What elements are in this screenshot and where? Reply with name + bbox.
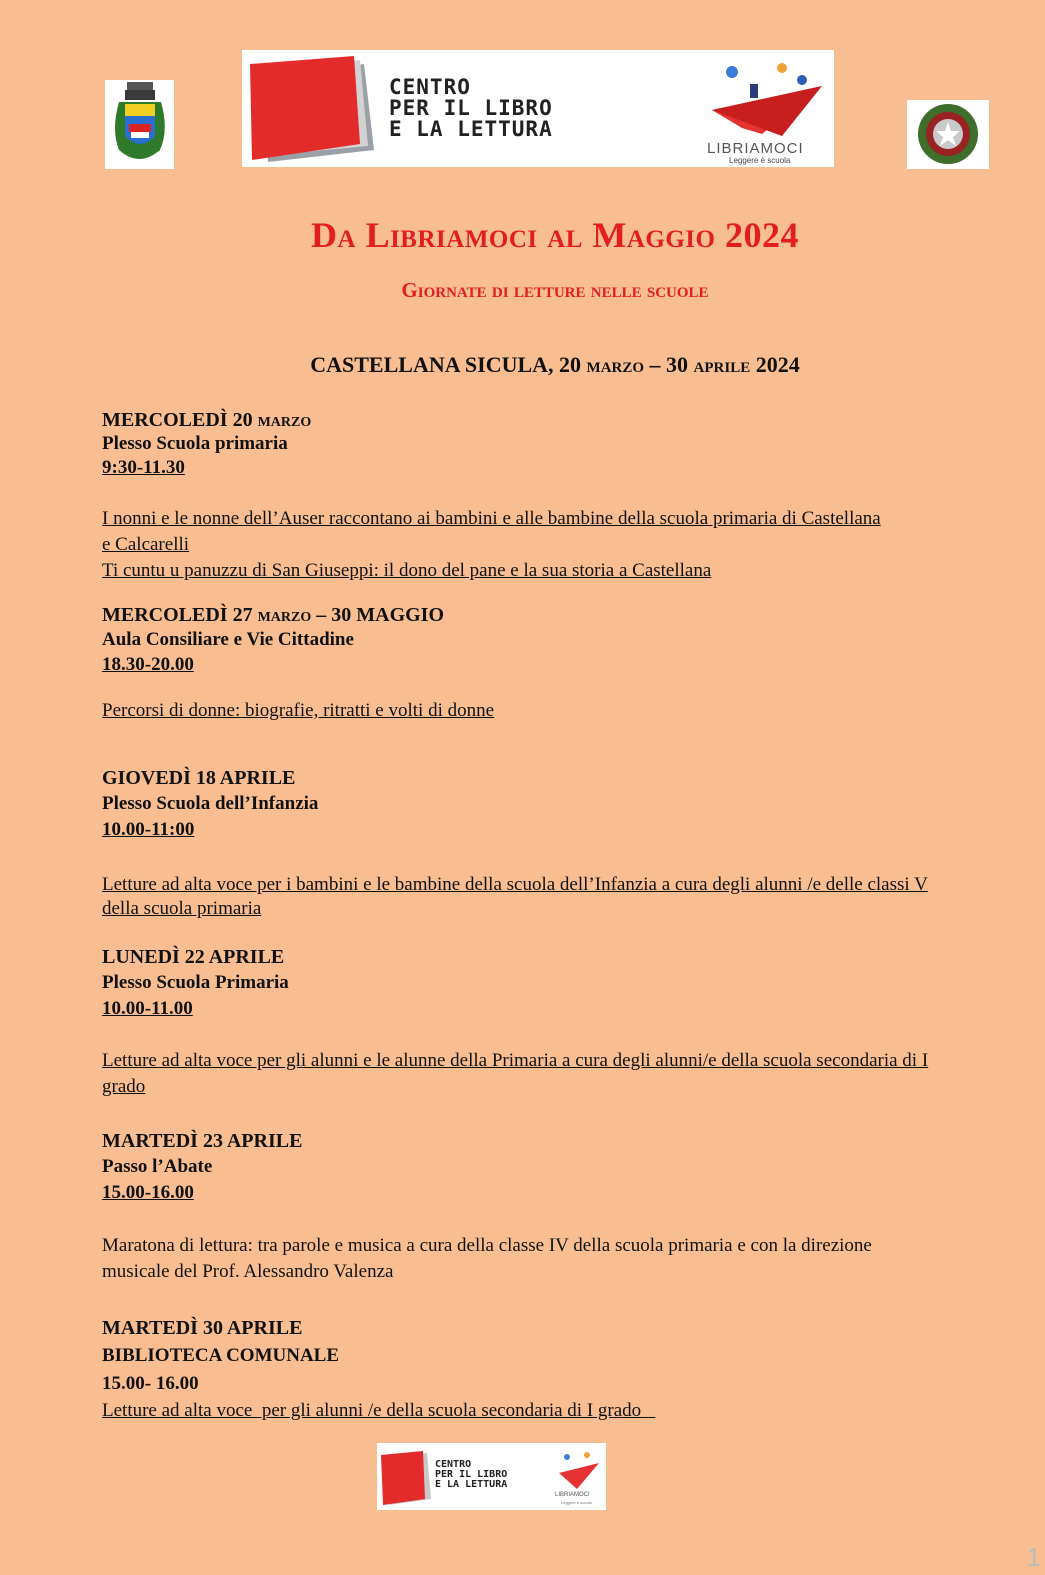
event-time: 18.30-20.00 (102, 654, 194, 675)
event-time: 15.00- 16.00 (102, 1373, 199, 1394)
footer-libriamoci-tagline: Leggere è scuola (561, 1500, 592, 1505)
event-time: 9:30-11.30 (102, 457, 185, 478)
event-time: 10.00-11.00 (102, 998, 193, 1019)
libriamoci-tagline: Leggere è scuola (729, 156, 791, 165)
event-block (102, 944, 1012, 1100)
event-location: Plesso Scuola primaria (102, 433, 288, 454)
page-number: 1 (1026, 1542, 1041, 1572)
event-location: Plesso Scuola Primaria (102, 972, 289, 993)
event-block (102, 602, 1012, 724)
footer-centro-libro-banner (377, 1443, 606, 1510)
place-dash: – 30 (644, 352, 694, 377)
libriamoci-label: LIBRIAMOCI (707, 140, 804, 157)
event-date: MARTEDÌ 30 APRILE (102, 1317, 303, 1339)
event-block (102, 1128, 1012, 1285)
event-block (102, 1314, 1012, 1424)
event-month: marzo (257, 409, 312, 431)
event-block (102, 765, 1012, 921)
place-from-month: marzo (586, 352, 645, 377)
event-date: LUNEDÌ 22 APRILE (102, 946, 285, 968)
repubblica-emblem-logo (907, 100, 989, 169)
banner-title (389, 77, 553, 140)
event-description-line: Letture ad alta voce per gli alunni e le alunne della Primaria a cura degli alunni/e della scuola secondaria di I (102, 1050, 929, 1071)
event-location: Aula Consiliare e Vie Cittadine (102, 629, 354, 650)
banner-text-line: PER IL LIBRO (435, 1469, 508, 1480)
banner-text-line: CENTRO (389, 75, 471, 99)
place-town: CASTELLANA SICULA, 20 (310, 352, 587, 377)
page-title: Da Libriamoci al Maggio 2024 (311, 215, 799, 255)
event-time: 15.00-16.00 (102, 1182, 194, 1203)
footer-banner-title (435, 1460, 507, 1490)
event-description-line: musicale del Prof. Alessandro Valenza (102, 1261, 394, 1282)
centro-libro-banner (242, 50, 834, 167)
banner-text-line: CENTRO (435, 1459, 472, 1470)
event-date (102, 602, 1012, 628)
event-date (102, 408, 1012, 432)
comune-coat-of-arms-logo (105, 80, 174, 169)
banner-text-line: PER IL LIBRO (389, 96, 553, 120)
event-description-line: I nonni e le nonne dell’Auser raccontano ai bambini e alle bambine della scuola primaria di Castellana (102, 508, 881, 529)
event-description-line: Ti cuntu u panuzzu di San Giuseppi: il dono del pane e la sua storia a Castellana (102, 560, 712, 581)
place-year: 2024 (750, 352, 800, 377)
banner-text-line: E LA LETTURA (435, 1479, 508, 1490)
event-description-line: Percorsi di donne: biografie, ritratti e volti di donne (102, 700, 495, 721)
event-day-end: – 30 MAGGIO (311, 604, 445, 626)
event-location: BIBLIOTECA COMUNALE (102, 1345, 340, 1366)
event-block (102, 408, 1012, 584)
banner-text-line: E LA LETTURA (389, 117, 553, 141)
event-location: Plesso Scuola dell’Infanzia (102, 793, 319, 814)
event-description-line: Maratona di lettura: tra parole e musica a cura della classe IV della scuola primaria e con la direzione (102, 1235, 872, 1256)
place-to-month: aprile (693, 352, 751, 377)
event-day: MERCOLEDÌ 27 (102, 604, 258, 626)
footer-libriamoci-label: LIBRIAMOCI (555, 1492, 590, 1498)
place-and-dates (0, 352, 1045, 378)
event-description-line: Letture ad alta voce per i bambini e le bambine della scuola dell’Infanzia a cura degli alunni /e delle classi V (102, 874, 928, 895)
event-location: Passo l’Abate (102, 1156, 213, 1177)
event-description-line: e Calcarelli (102, 534, 190, 555)
event-description-line: della scuola primaria (102, 898, 262, 919)
event-day: MERCOLEDÌ 20 (102, 409, 258, 431)
event-date: GIOVEDÌ 18 APRILE (102, 767, 296, 789)
event-description-line: Letture ad alta voce per gli alunni /e della scuola secondaria di I grado (102, 1400, 656, 1421)
event-description-line: grado (102, 1076, 146, 1097)
event-time: 10.00-11:00 (102, 819, 195, 840)
page-subtitle: Giornate di letture nelle scuole (401, 278, 709, 302)
event-date: MARTEDÌ 23 APRILE (102, 1130, 303, 1152)
event-month: marzo (257, 604, 312, 626)
